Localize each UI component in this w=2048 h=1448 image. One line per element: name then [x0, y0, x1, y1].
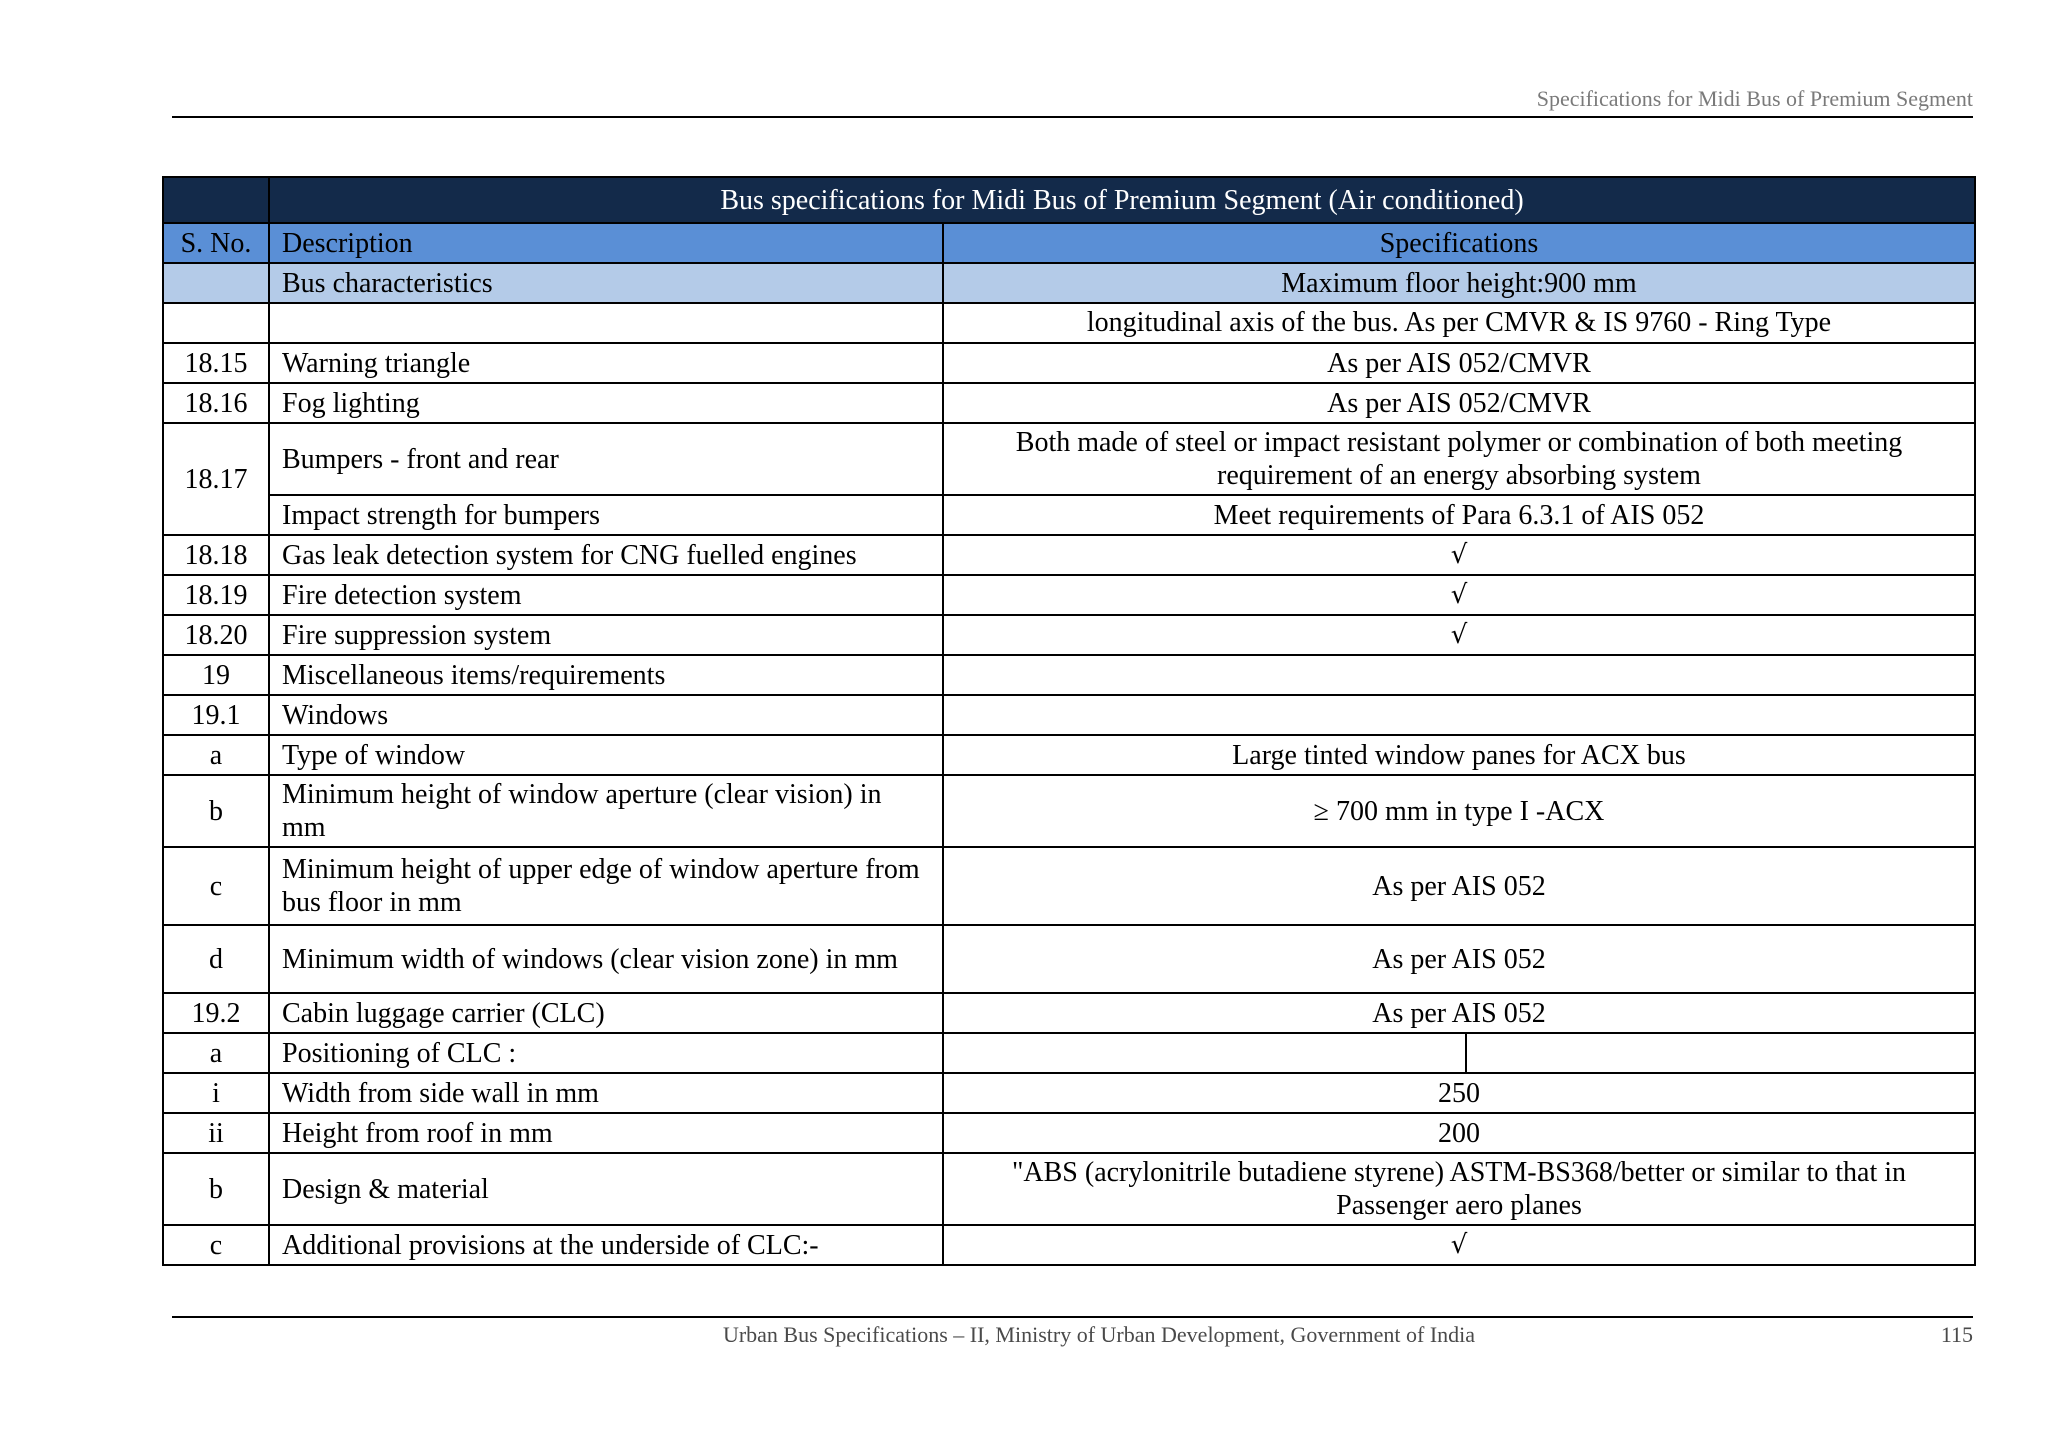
table-row	[163, 303, 1975, 343]
table-cell-specification: ≥ 700 mm in type I -ACX	[943, 775, 1975, 847]
table-row	[163, 1073, 1975, 1113]
table-row	[163, 423, 1975, 495]
specifications-table	[162, 176, 1976, 1266]
table-cell-description: Fire suppression system	[269, 615, 943, 655]
table-cell-sno: 19	[163, 655, 269, 695]
table-cell-sno: i	[163, 1073, 269, 1113]
column-header-description: Description	[269, 223, 943, 263]
checkmark-icon: √	[943, 615, 1975, 655]
table-cell-sno: 19.2	[163, 993, 269, 1033]
table-cell-description: Warning triangle	[269, 343, 943, 383]
table-cell-description: Windows	[269, 695, 943, 735]
table-cell-specification	[943, 655, 1975, 695]
header-rule	[172, 116, 1973, 118]
table-cell-sno: ii	[163, 1113, 269, 1153]
table-cell-specification: As per AIS 052/CMVR	[943, 343, 1975, 383]
table-row	[163, 383, 1975, 423]
column-header-row	[163, 223, 1975, 263]
checkmark-icon: √	[943, 535, 1975, 575]
table-row	[163, 735, 1975, 775]
table-cell-sno: 18.16	[163, 383, 269, 423]
table-cell-sno: 18.15	[163, 343, 269, 383]
table-cell-description: Type of window	[269, 735, 943, 775]
table-cell-description	[269, 303, 943, 343]
table-cell-description: Bumpers - front and rear	[269, 423, 943, 495]
table-cell-specification: As per AIS 052	[943, 993, 1975, 1033]
table-cell-sno: a	[163, 1033, 269, 1073]
table-cell-sno: b	[163, 775, 269, 847]
footer-text: Urban Bus Specifications – II, Ministry of Urban Development, Government of India	[722, 1322, 1476, 1347]
table-cell-specification: Maximum floor height:900 mm	[943, 263, 1975, 303]
table-cell-description: Miscellaneous items/requirements	[269, 655, 943, 695]
page-number: 115	[1940, 1322, 1973, 1347]
table-cell-sno	[163, 303, 269, 343]
table-row	[163, 775, 1975, 847]
table-cell-specification: 250	[943, 1073, 1975, 1113]
table-cell-sno: 18.20	[163, 615, 269, 655]
table-title-row	[163, 177, 1975, 223]
table-cell-description: Minimum width of windows (clear vision zone) in mm	[269, 925, 943, 993]
cell-divider	[1465, 1034, 1467, 1072]
table-row	[163, 655, 1975, 695]
table-cell-specification: Large tinted window panes for ACX bus	[943, 735, 1975, 775]
table-cell-specification: As per AIS 052	[943, 925, 1975, 993]
table-title: Bus specifications for Midi Bus of Premium Segment (Air conditioned)	[269, 177, 1975, 223]
table-row	[163, 1113, 1975, 1153]
running-header: Specifications for Midi Bus of Premium Segment	[1536, 86, 1973, 111]
table-cell-sno: 18.19	[163, 575, 269, 615]
table-cell-description: Design & material	[269, 1153, 943, 1225]
table-cell-description: Bus characteristics	[269, 263, 943, 303]
table-row	[163, 695, 1975, 735]
table-cell-specification: "ABS (acrylonitrile butadiene styrene) ASTM-BS368/better or similar to that in Passenger aero planes	[943, 1153, 1975, 1225]
table-cell-description: Impact strength for bumpers	[269, 495, 943, 535]
table-row	[163, 993, 1975, 1033]
checkmark-icon: √	[943, 1225, 1975, 1265]
table-cell-description: Additional provisions at the underside of CLC:-	[269, 1225, 943, 1265]
table-cell-description: Minimum height of upper edge of window aperture from bus floor in mm	[269, 847, 943, 925]
table-cell-sno: c	[163, 1225, 269, 1265]
table-row	[163, 615, 1975, 655]
table-cell-sno: 18.18	[163, 535, 269, 575]
table-cell-sno: b	[163, 1153, 269, 1225]
section-subheader-row	[163, 263, 1975, 303]
table-cell-sno: 18.17	[163, 423, 269, 535]
table-row	[163, 1225, 1975, 1265]
footer-rule	[172, 1316, 1973, 1318]
table-cell-sno: a	[163, 735, 269, 775]
table-cell-specification: Both made of steel or impact resistant polymer or combination of both meeting requirement of an energy absorbing system	[943, 423, 1975, 495]
table-cell-sno: d	[163, 925, 269, 993]
table-cell-description: Width from side wall in mm	[269, 1073, 943, 1113]
table-cell-sno: 19.1	[163, 695, 269, 735]
checkmark-icon: √	[943, 575, 1975, 615]
table-cell-description: Minimum height of window aperture (clear vision) in mm	[269, 775, 943, 847]
table-row	[163, 535, 1975, 575]
table-row	[163, 925, 1975, 993]
table-cell-specification	[943, 1033, 1975, 1073]
title-blank-cell	[163, 177, 269, 223]
table-cell-description: Positioning of CLC :	[269, 1033, 943, 1073]
table-cell-specification: longitudinal axis of the bus. As per CMVR & IS 9760 - Ring Type	[943, 303, 1975, 343]
table-cell-specification	[943, 695, 1975, 735]
table-cell-specification: Meet requirements of Para 6.3.1 of AIS 052	[943, 495, 1975, 535]
table-cell-specification: 200	[943, 1113, 1975, 1153]
table-row	[163, 1153, 1975, 1225]
table-row	[163, 847, 1975, 925]
table-cell-description: Height from roof in mm	[269, 1113, 943, 1153]
table-cell-description: Fog lighting	[269, 383, 943, 423]
table-cell-description: Cabin luggage carrier (CLC)	[269, 993, 943, 1033]
column-header-sno: S. No.	[163, 223, 269, 263]
table-row	[163, 495, 1975, 535]
table-cell-specification: As per AIS 052	[943, 847, 1975, 925]
table-cell-description: Fire detection system	[269, 575, 943, 615]
table-cell-sno: c	[163, 847, 269, 925]
table-row	[163, 575, 1975, 615]
table-cell-description: Gas leak detection system for CNG fuelled engines	[269, 535, 943, 575]
table-cell-specification: As per AIS 052/CMVR	[943, 383, 1975, 423]
table-cell-sno	[163, 263, 269, 303]
table-row	[163, 343, 1975, 383]
table-row	[163, 1033, 1975, 1073]
column-header-specifications: Specifications	[943, 223, 1975, 263]
